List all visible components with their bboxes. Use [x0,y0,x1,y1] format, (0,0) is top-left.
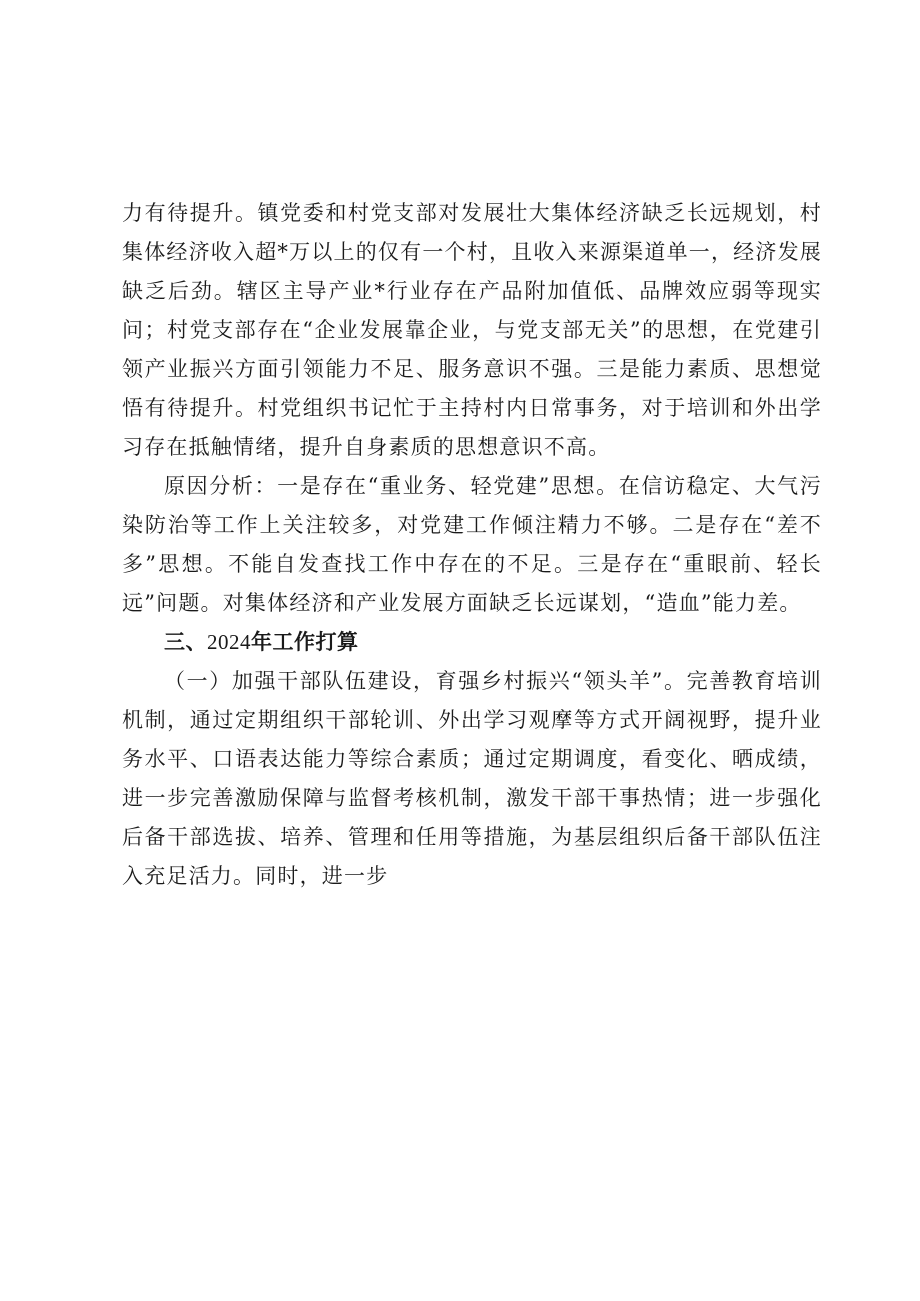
document-body [122,194,822,896]
heading-suffix: 年工作打算 [251,630,359,654]
paragraph-plan-item-1: （一）加强干部队伍建设，育强乡村振兴“领头羊”。完善教育培训机制，通过定期组织干部轮训、外出学习观摩等方式开阔视野，提升业务水平、口语表达能力等综合素质；通过定期调度，看变化、晒成绩，进一步完善激励保障与监督考核机制，激发干部干事热情；进一步强化后备干部选拔、培养、管理和任用等措施，为基层组织后备干部队伍注入充足活力。同时，进一步 [122,669,822,888]
heading-year: 2024 [207,630,251,654]
section-heading [122,623,822,662]
heading-prefix: 三、 [164,630,207,654]
paragraph-cause-analysis: 原因分析：一是存在“重业务、轻党建”思想。在信访稳定、大气污染防治等工作上关注较多，对党建工作倾注精力不够。二是存在“差不多”思想。不能自发查找工作中存在的不足。三是存在“重眼前、轻长远”问题。对集体经济和产业发展方面缺乏长远谋划，“造血”能力差。 [122,474,822,615]
paragraph-continuation: 力有待提升。镇党委和村党支部对发展壮大集体经济缺乏长远规划，村集体经济收入超*万以上的仅有一个村，且收入来源渠道单一，经济发展缺乏后劲。辖区主导产业*行业存在产品附加值低、品牌效应弱等现实问；村党支部存在“企业发展靠企业，与党支部无关”的思想，在党建引领产业振兴方面引领能力不足、服务意识不强。三是能力素质、思想觉悟有待提升。村党组织书记忙于主持村内日常事务，对于培训和外出学习存在抵触情绪，提升自身素质的思想意识不高。 [122,201,822,459]
